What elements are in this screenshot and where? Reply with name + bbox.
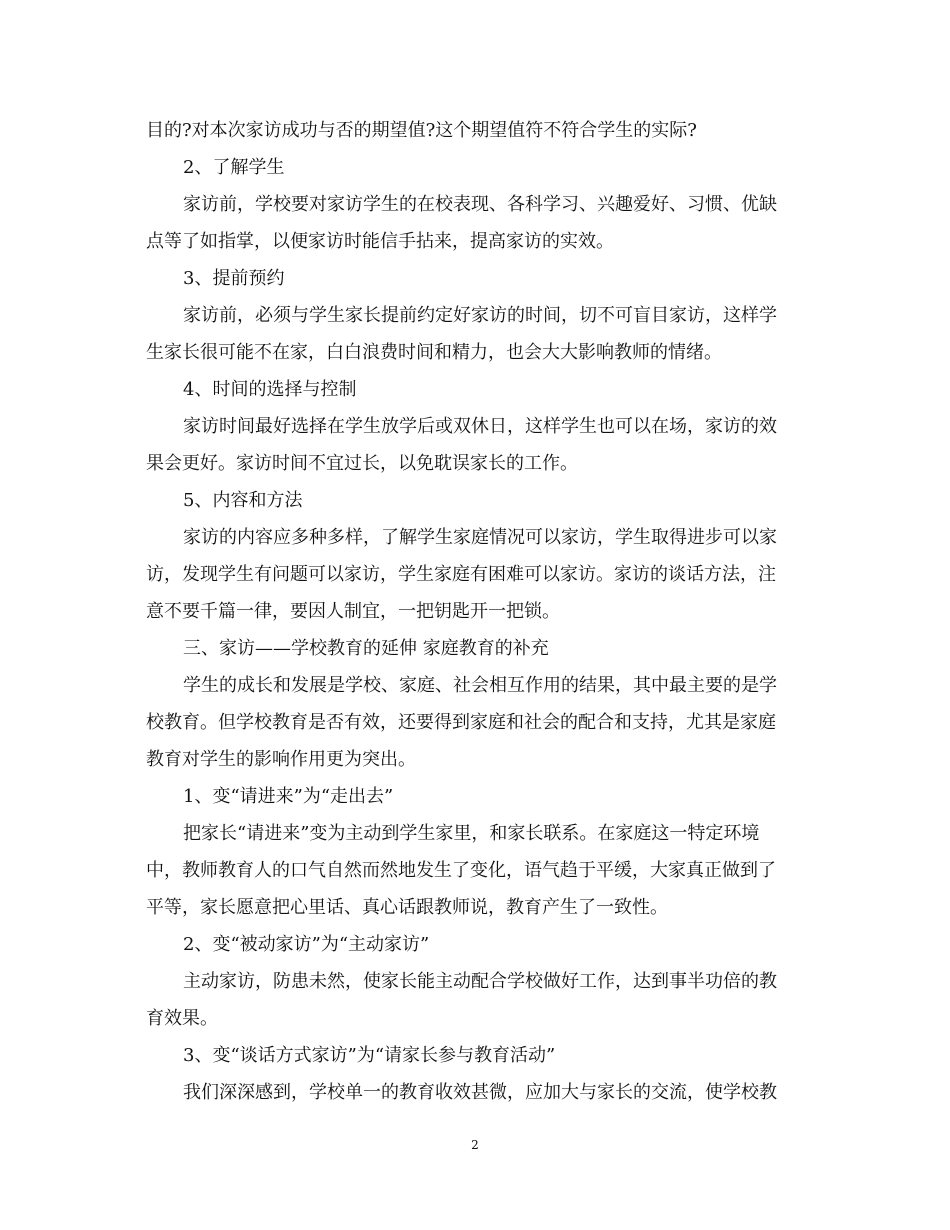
paragraph-line: 家访前，学校要对家访学生的在校表现、各科学习、兴趣爱好、习惯、优缺 [183,194,777,215]
paragraph-line: 家访时间最好选择在学生放学后或双休日，这样学生也可以在场，家访的效 [183,416,777,437]
paragraph-line: 主动家访，防患未然，使家长能主动配合学校做好工作，达到事半功倍的教 [183,971,777,992]
text-line: 教育对学生的影响作用更为突出。 [146,749,416,770]
section-heading: 4、时间的选择与控制 [183,379,357,400]
section-heading: 2、变“被动家访”为“主动家访” [183,934,430,955]
section-heading: 5、内容和方法 [183,490,303,511]
section-heading: 2、了解学生 [183,157,285,178]
text-line: 生家长很可能不在家，白白浪费时间和精力，也会大大影响教师的情绪。 [146,342,722,363]
paragraph-line: 学生的成长和发展是学校、家庭、社会相互作用的结果，其中最主要的是学 [183,675,777,696]
text-line: 点等了如指掌，以便家访时能信手拈来，提高家访的实效。 [146,231,614,252]
text-line: 意不要千篇一律，要因人制宜，一把钥匙开一把锁。 [146,601,560,622]
section-heading: 3、提前预约 [183,268,285,289]
text-line: 目的?对本次家访成功与否的期望值?这个期望值符不符合学生的实际? [146,120,697,141]
paragraph-line: 家访前，必须与学生家长提前约定好家访的时间，切不可盲目家访，这样学 [183,305,777,326]
page-number: 2 [471,1138,479,1152]
text-line: 育效果。 [146,1008,218,1029]
paragraph-line: 家访的内容应多种多样，了解学生家庭情况可以家访，学生取得进步可以家 [183,527,777,548]
chapter-heading: 三、家访——学校教育的延伸 家庭教育的补充 [183,638,549,659]
paragraph-line: 我们深深感到，学校单一的教育收效甚微，应加大与家长的交流，使学校教 [183,1082,777,1103]
text-line: 访，发现学生有问题可以家访，学生家庭有困难可以家访。家访的谈话方法，注 [146,564,776,585]
text-line: 校教育。但学校教育是否有效，还要得到家庭和社会的配合和支持，尤其是家庭 [146,712,776,733]
section-heading: 1、变“请进来”为“走出去” [183,786,394,807]
document-body [146,112,806,1111]
text-line: 平等，家长愿意把心里话、真心话跟教师说，教育产生了一致性。 [146,897,668,918]
text-line: 中，教师教育人的口气自然而然地发生了变化，语气趋于平缓，大家真正做到了 [146,860,776,881]
paragraph-line: 把家长“请进来”变为主动到学生家里，和家长联系。在家庭这一特定环境 [183,823,760,844]
text-line: 果会更好。家访时间不宜过长，以免耽误家长的工作。 [146,453,578,474]
section-heading: 3、变“谈话方式家访”为“请家长参与教育活动” [183,1045,556,1066]
